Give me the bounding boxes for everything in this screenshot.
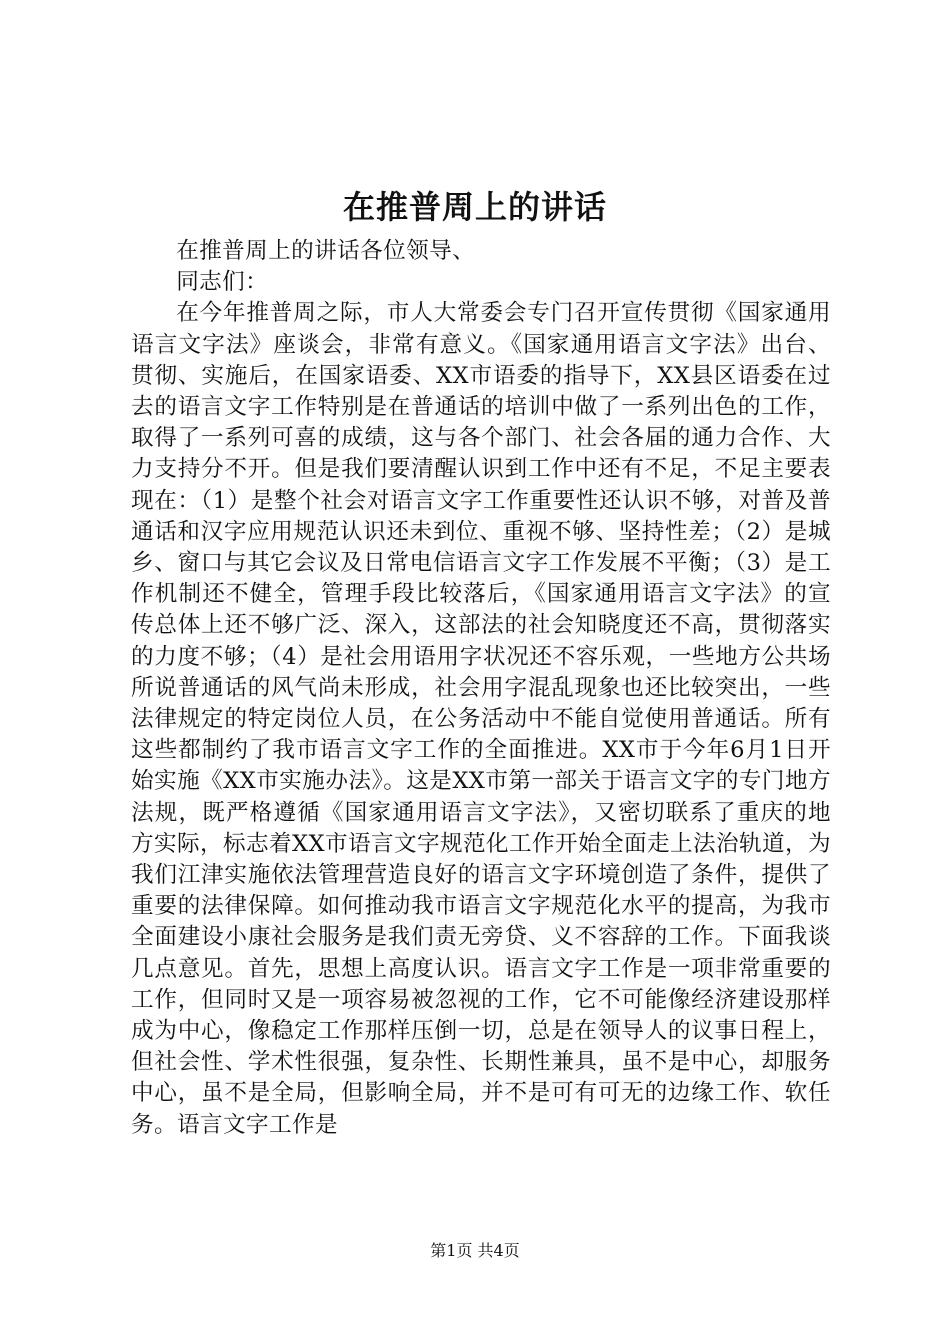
salutation-line-2: 同志们： [176,269,269,296]
document-body [131,236,831,1141]
main-paragraph: 在今年推普周之际，市人大常委会专门召开宣传贯彻《国家通用语言文字法》座谈会，非常有意义。《国家通用语言文字法》出台、贯彻、实施后，在国家语委、XX市语委的指导下，XX县区语委在过去的语言文字工作特别是在普通话的培训中做了一系列出色的工作，取得了一系列可喜的成绩，这与各个部门、社会各届的通力合作、大力支持分不开。但是我们要清醒认识到工作中还有不足，不足主要表现在：（1）是整个社会对语言文字工作重要性还认识不够，对普及普通话和汉字应用规范认识还未到位、重视不够、坚持性差；（2）是城乡、窗口与其它会议及日常电信语言文字工作发展不平衡；（3）是工作机制还不健全，管理手段比较落后，《国家通用语言文字法》的宣传总体上还不够广泛、深入，这部法的社会知晓度还不高，贯彻落实的力度不够；（4）是社会用语用字状况还不容乐观，一些地方公共场所说普通话的风气尚未形成，社会用字混乱现象也还比较突出，一些法律规定的特定岗位人员，在公务活动中不能自觉使用普通话。所有这些都制约了我市语言文字工作的全面推进。XX市于今年6月1日开始实施《XX市实施办法》。这是XX市第一部关于语言文字的专门地方法规，既严格遵循《国家通用语言文字法》，又密切联系了重庆的地方实际，标志着XX市语言文字规范化工作开始全面走上法治轨道，为我们江津实施依法管理营造良好的语言文字环境创造了条件，提供了重要的法律保障。如何推动我市语言文字规范化水平的提高，为我市全面建设小康社会服务是我们责无旁贷、义不容辞的工作。下面我谈几点意见。首先，思想上高度认识。语言文字工作是一项非常重要的工作，但同时又是一项容易被忽视的工作，它不可能像经济建设那样成为中心，像稳定工作那样压倒一切，总是在领导人的议事日程上，但社会性、学术性很强，复杂性、长期性兼具，虽不是中心，却服务中心，虽不是全局，但影响全局，并不是可有可无的边缘工作、软任务。语言文字工作是 [131,300,831,1138]
document-title: 在推普周上的讲话 [342,188,607,226]
salutation-line-1: 在推普周上的讲话各位领导、 [176,238,476,264]
page-footer: 第1页 共4页 [430,1241,520,1260]
